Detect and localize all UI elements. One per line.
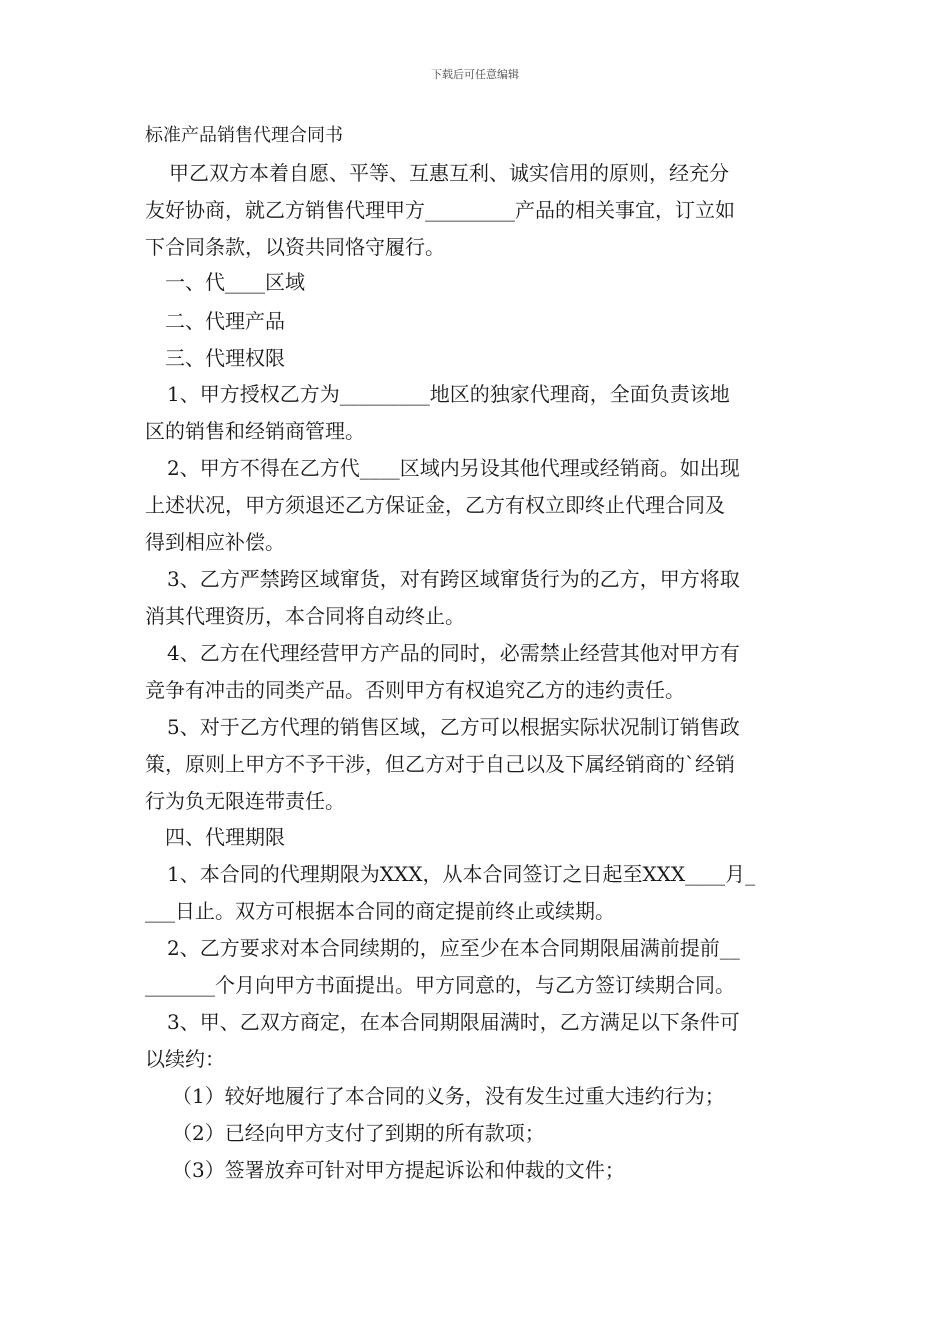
sub-clause-line: （3）签署放弃可针对甲方提起诉讼和仲裁的文件； <box>172 1158 625 1182</box>
clause-line: 得到相应补偿。 <box>145 530 285 554</box>
clause-line: 区的销售和经销商管理。 <box>145 419 365 443</box>
clause-line: 2、甲方不得在乙方代____区域内另设其他代理或经销商。如出现 <box>167 456 740 480</box>
clause-line: 上述状况，甲方须退还乙方保证金，乙方有权立即终止代理合同及 <box>145 493 725 517</box>
clause-line: 消其代理资历，本合同将自动终止。 <box>145 604 465 628</box>
clause-line: 策，原则上甲方不予干涉，但乙方对于自己以及下属经销商的`经销 <box>145 752 735 776</box>
section-heading: 一、代____区域 <box>165 270 305 294</box>
section-heading: 四、代理期限 <box>165 825 285 849</box>
clause-line: ___日止。双方可根据本合同的商定提前终止或续期。 <box>145 899 615 923</box>
page-header: 下载后可任意编辑 <box>431 68 519 81</box>
sub-clause-line: （2）已经向甲方支付了到期的所有款项； <box>172 1121 545 1145</box>
clause-line: 1、本合同的代理期限为XXX，从本合同签订之日起至XXX____月_ <box>167 862 756 886</box>
section-heading: 三、代理权限 <box>165 346 285 370</box>
paragraph-line: 甲乙双方本着自愿、平等、互惠互利、诚实信用的原则，经充分 <box>169 161 729 185</box>
clause-line: 1、甲方授权乙方为_________地区的独家代理商，全面负责该地 <box>167 382 730 406</box>
paragraph-line: 下合同条款，以资共同恪守履行。 <box>145 235 445 259</box>
clause-line: 4、乙方在代理经营甲方产品的同时，必需禁止经营其他对甲方有 <box>167 641 740 665</box>
clause-line: 行为负无限连带责任。 <box>145 789 345 813</box>
clause-line: 5、对于乙方代理的销售区域，乙方可以根据实际状况制订销售政 <box>167 715 740 739</box>
clause-line: 3、乙方严禁跨区域窜货，对有跨区域窜货行为的乙方，甲方将取 <box>167 567 740 591</box>
sub-clause-line: （1）较好地履行了本合同的义务，没有发生过重大违约行为； <box>172 1084 725 1108</box>
document-title: 标准产品销售代理合同书 <box>145 125 343 146</box>
clause-line: _______个月向甲方书面提出。甲方同意的，与乙方签订续期合同。 <box>145 973 735 997</box>
clause-line: 3、甲、乙双方商定，在本合同期限届满时，乙方满足以下条件可 <box>167 1010 740 1034</box>
clause-line: 2、乙方要求对本合同续期的，应至少在本合同期限届满前提前__ <box>167 936 740 960</box>
section-heading: 二、代理产品 <box>165 309 285 333</box>
clause-line: 以续约： <box>145 1047 225 1071</box>
clause-line: 竞争有冲击的同类产品。否则甲方有权追究乙方的违约责任。 <box>145 678 685 702</box>
paragraph-line: 友好协商，就乙方销售代理甲方_________产品的相关事宜，订立如 <box>145 198 735 222</box>
